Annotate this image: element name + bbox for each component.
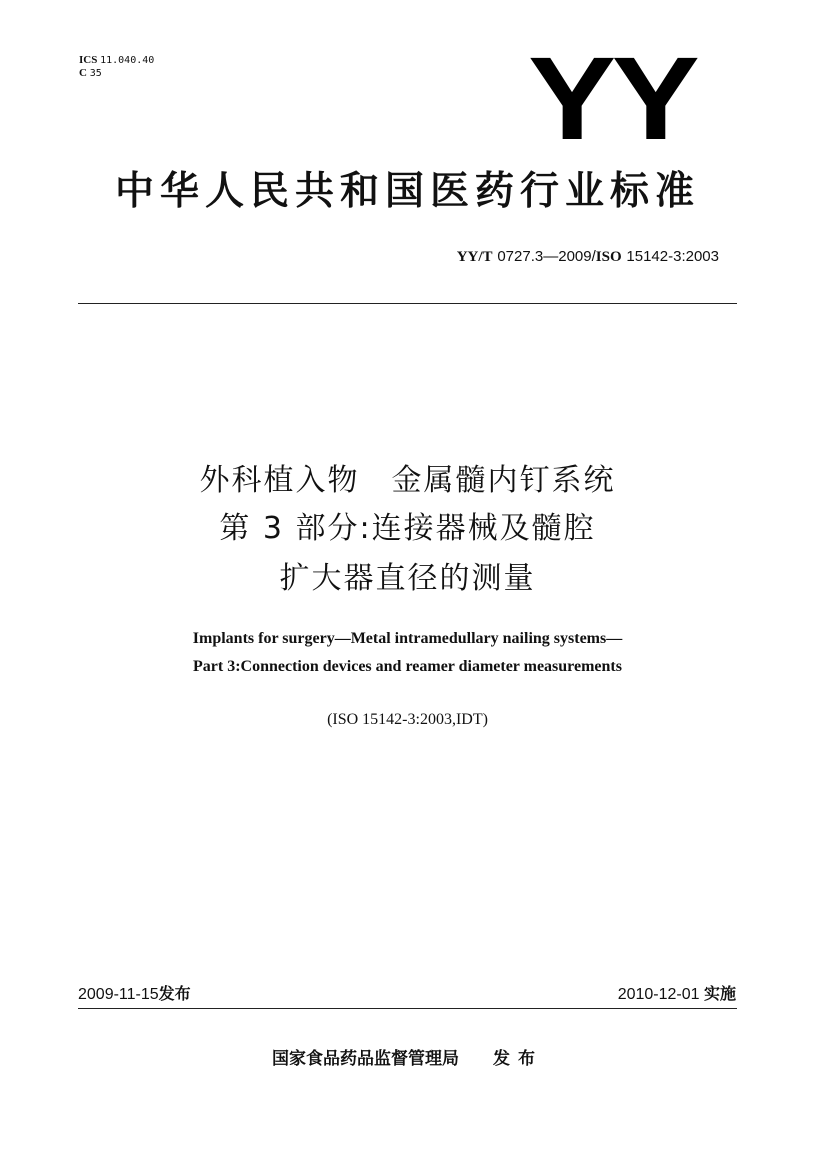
iso-code: 15142-3:2003 <box>626 248 719 265</box>
effective-date <box>618 984 736 1005</box>
release-date-value: 2009-11-15 <box>78 986 159 1003</box>
release-date <box>78 984 191 1005</box>
footer-divider <box>78 1008 737 1009</box>
issuer-name: 国家食品药品监督管理局 <box>272 1049 459 1069</box>
title-en-line-2: Part 3:Connection devices and reamer diameter measurements <box>193 658 622 675</box>
effective-label: 实施 <box>703 984 736 1003</box>
standard-code: 0727.3—2009/ <box>497 248 596 265</box>
ccs-label: C <box>79 67 87 79</box>
effective-date-value: 2010-12-01 <box>617 986 700 1003</box>
issuer <box>0 1047 815 1071</box>
ics-label: ICS <box>79 54 98 66</box>
title-cn-line-2: 第 3 部分:连接器械及髓腔 <box>219 511 596 546</box>
ccs-value: 35 <box>89 68 102 79</box>
title-en-line-1: Implants for surgery—Metal intramedullary nailing systems— <box>192 630 623 647</box>
title-cn-line-3: 扩大器直径的测量 <box>279 561 536 596</box>
ics-value: 11.040.40 <box>100 55 155 66</box>
title-cn-line-1: 外科植入物 金属髓内钉系统 <box>199 463 616 498</box>
release-label: 发布 <box>158 984 191 1003</box>
standard-prefix: YY/T <box>456 249 493 265</box>
ccs-code <box>79 67 154 80</box>
org-title: 中华人民共和国医药行业标准 <box>114 169 700 214</box>
header-divider <box>78 303 737 304</box>
adoption-note: (ISO 15142-3:2003,IDT) <box>327 711 488 728</box>
classification-codes <box>79 54 154 80</box>
issuer-action: 发布 <box>493 1049 543 1069</box>
iso-prefix: ISO <box>595 249 622 265</box>
ics-code <box>79 54 154 67</box>
yy-logo: YY <box>528 33 696 165</box>
standard-number <box>457 246 719 267</box>
